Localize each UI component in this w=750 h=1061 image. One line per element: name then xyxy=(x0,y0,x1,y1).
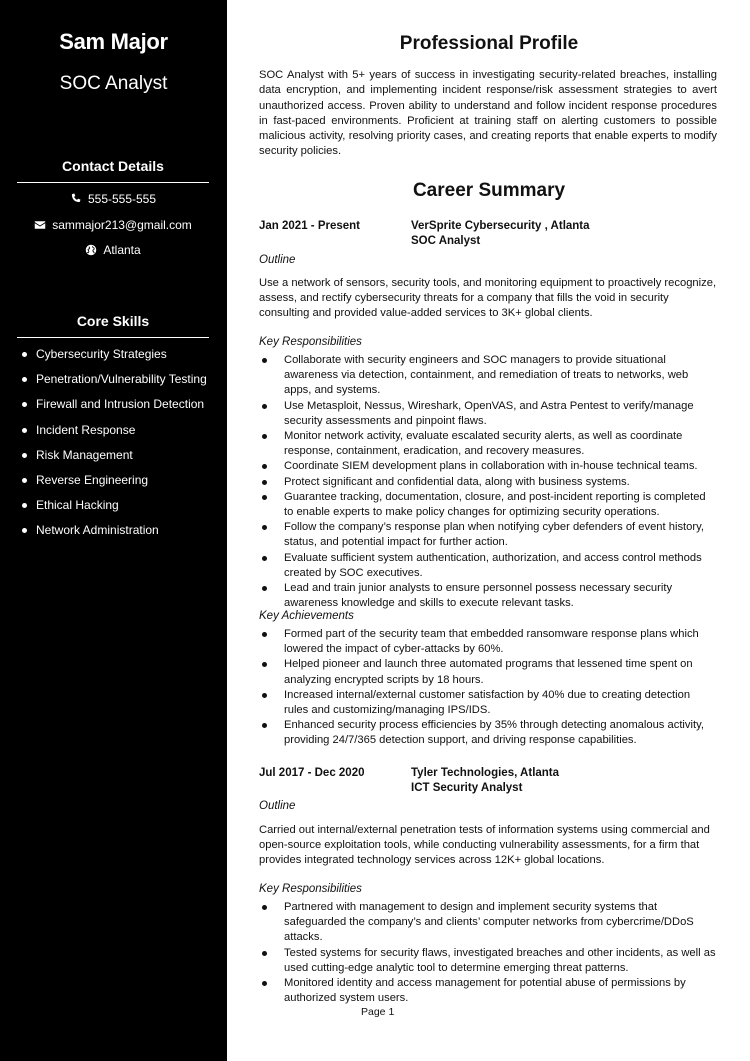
location-text: Atlanta xyxy=(103,243,141,257)
responsibilities-list xyxy=(259,353,717,611)
list-item: Partnered with management to design and implement security systems that safeguarded the company’s and clients’ computer networks from cybercrime/DDoS attacks. xyxy=(259,900,717,946)
email-text: sammajor213@gmail.com xyxy=(52,218,192,232)
skill-item: Cybersecurity Strategies xyxy=(22,347,207,372)
list-item: Follow the company’s response plan when notifying cyber defenders of event history, status, and potential impact for further action. xyxy=(259,520,717,550)
skill-item: Incident Response xyxy=(22,423,207,448)
list-item: Monitor network activity, evaluate escalated security alerts, as well as coordinate response, containment, eradication, and recovery measures. xyxy=(259,429,717,459)
candidate-name: Sam Major xyxy=(59,29,168,54)
phone-text: 555-555-555 xyxy=(87,192,157,206)
bullet-icon xyxy=(22,402,27,407)
responsibilities-label: Key Responsibilities xyxy=(259,883,362,895)
bullet-icon xyxy=(22,377,27,382)
skills-heading: Core Skills xyxy=(17,313,209,338)
job-outline: Use a network of sensors, security tools, and monitoring equipment to proactively recognize, assess, and rectify cybersecurity threats for a company that fills the void in security consulting and provided value-added services to 3K+ global clients. xyxy=(259,277,717,320)
job-title: ICT Security Analyst xyxy=(411,782,523,794)
contact-heading: Contact Details xyxy=(17,158,209,183)
achievements-list xyxy=(259,627,717,749)
skill-item: Firewall and Intrusion Detection xyxy=(22,397,207,422)
responsibilities-label: Key Responsibilities xyxy=(259,336,362,348)
list-item: Use Metasploit, Nessus, Wireshark, OpenVAS, and Astra Pentest to verify/manage security assessments and pinpoint flaws. xyxy=(259,399,717,429)
list-item: Lead and train junior analysts to ensure personnel possess necessary security awareness knowledge and skills to execute relevant tasks. xyxy=(259,581,717,611)
list-item: Guarantee tracking, documentation, closure, and post-incident reporting is completed to enable experts to make policy changes for optimizing security operations. xyxy=(259,490,717,520)
job-outline: Carried out internal/external penetration tests of information systems using commercial and open-source exploitation tools, while conducting vulnerability assessments, for a firm that provides integrated technology services across 12K+ global locations. xyxy=(259,824,710,867)
job-date: Jul 2017 - Dec 2020 xyxy=(259,767,365,779)
achievements-label: Key Achievements xyxy=(259,610,354,622)
contact-location xyxy=(17,243,209,257)
responsibilities-list xyxy=(259,900,717,1006)
skill-item: Network Administration xyxy=(22,523,207,548)
profile-text: SOC Analyst with 5+ years of success in investigating security-related breaches, installing data encryption, and implementing incident response/risk assessment strategies to avert unauthorized access. Proven ability to understand and follow incident response procedures in fast-paced environments. Proficient at training staff on alerting customers to possible malicious activity, resolving priority cases, and creating reports that enable experts to modify security policies. xyxy=(259,69,717,158)
list-item: Helped pioneer and launch three automated programs that lessened time spent on analyzing encrypted scripts by 18 hours. xyxy=(259,657,717,687)
bullet-icon xyxy=(22,528,27,533)
contact-email[interactable] xyxy=(17,218,209,232)
outline-label: Outline xyxy=(259,254,296,266)
skill-item: Penetration/Vulnerability Testing xyxy=(22,372,207,397)
skill-item: Reverse Engineering xyxy=(22,473,207,498)
list-item: Tested systems for security flaws, investigated breaches and other incidents, as well as used cutting-edge analytic tool to determine emerging threat patterns. xyxy=(259,946,717,976)
skill-item: Ethical Hacking xyxy=(22,498,207,523)
bullet-icon xyxy=(22,478,27,483)
bullet-icon xyxy=(22,428,27,433)
career-heading: Career Summary xyxy=(412,180,566,201)
sidebar xyxy=(0,0,227,1061)
list-item: Enhanced security process efficiencies by 35% through detecting anomalous activity, providing 24/7/365 detection support, and driving response capabilities. xyxy=(259,718,717,748)
job-title: SOC Analyst xyxy=(411,235,481,247)
outline-label: Outline xyxy=(259,800,296,812)
bullet-icon xyxy=(22,503,27,508)
skills-list xyxy=(22,347,207,549)
list-item: Collaborate with security engineers and SOC managers to provide situational awareness via detection, containment, and remediation of treats to networks, web apps, and systems. xyxy=(259,353,717,399)
job-company: Tyler Technologies, Atlanta xyxy=(411,767,560,779)
list-item: Evaluate sufficient system authentication, authorization, and access control methods created by SOC executives. xyxy=(259,551,717,581)
skill-item: Risk Management xyxy=(22,448,207,473)
list-item: Monitored identity and access management for potential abuse of permissions by authorized system users. xyxy=(259,976,717,1006)
bullet-icon xyxy=(22,352,27,357)
page-number: Page 1 xyxy=(361,1006,395,1018)
profile-heading: Professional Profile xyxy=(399,33,579,54)
contact-phone[interactable] xyxy=(17,192,209,206)
list-item: Increased internal/external customer satisfaction by 40% due to creating detection rules and customizing/managing IPS/IDS. xyxy=(259,688,717,718)
job-company: VerSprite Cybersecurity , Atlanta xyxy=(411,220,590,232)
envelope-icon xyxy=(34,219,46,231)
list-item: Formed part of the security team that embedded ransomware response plans which lowered the impact of cyber-attacks by 60%. xyxy=(259,627,717,657)
candidate-role: SOC Analyst xyxy=(59,73,168,94)
list-item: Coordinate SIEM development plans in collaboration with in-house technical teams. xyxy=(259,459,717,474)
job-date: Jan 2021 - Present xyxy=(259,220,361,232)
bullet-icon xyxy=(22,453,27,458)
phone-icon xyxy=(70,193,82,205)
globe-icon xyxy=(85,244,97,256)
list-item: Protect significant and confidential data, along with business systems. xyxy=(259,475,717,490)
